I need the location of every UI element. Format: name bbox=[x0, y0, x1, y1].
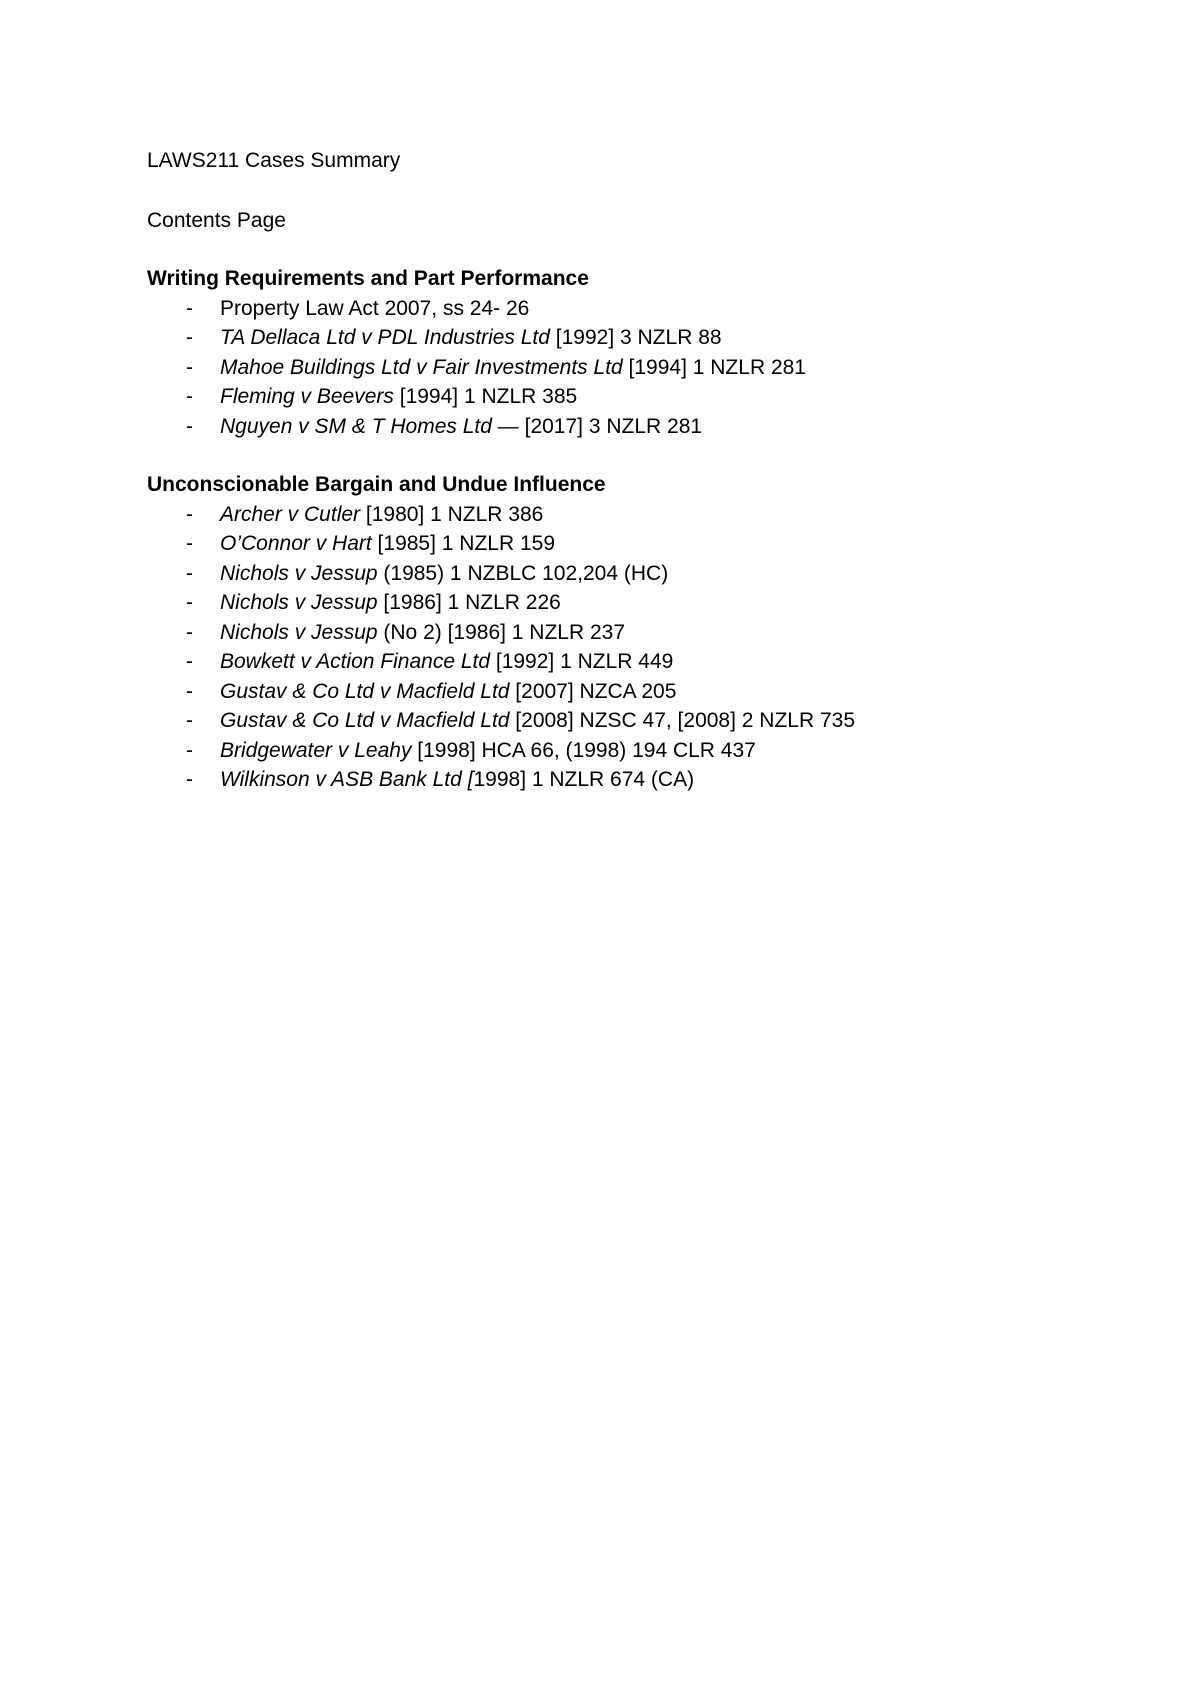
bullet-dash: - bbox=[186, 532, 193, 555]
bullet-dash: - bbox=[186, 679, 193, 703]
case-citation: [1994] 1 NZLR 281 bbox=[622, 355, 806, 379]
bullet-dash: - bbox=[186, 355, 193, 379]
document-page bbox=[147, 146, 1147, 795]
case-name: Bridgewater v Leahy bbox=[220, 738, 412, 762]
case-name: Gustav & Co Ltd v Macfield Ltd bbox=[220, 709, 510, 732]
section-writing-requirements bbox=[147, 264, 1147, 441]
list-item bbox=[147, 618, 1147, 648]
bullet-dash: - bbox=[186, 561, 193, 585]
list-item bbox=[147, 323, 1147, 353]
case-name: Mahoe Buildings Ltd v Fair Investments Ltd bbox=[220, 355, 623, 379]
list-item bbox=[147, 706, 1147, 736]
bullet-dash: - bbox=[186, 591, 193, 614]
bullet-dash: - bbox=[186, 502, 193, 526]
case-citation: [2008] NZSC 47, [2008] 2 NZLR 735 bbox=[509, 709, 855, 732]
case-citation: — [2017] 3 NZLR 281 bbox=[491, 414, 703, 438]
case-citation: 1998] 1 NZLR 674 (CA) bbox=[473, 768, 695, 791]
case-citation: [1986] 1 NZLR 226 bbox=[377, 591, 561, 614]
case-name: O’Connor v Hart bbox=[220, 532, 372, 555]
case-name: Gustav & Co Ltd v Macfield Ltd bbox=[220, 679, 510, 703]
case-list bbox=[147, 294, 1147, 442]
bullet-dash: - bbox=[186, 414, 193, 438]
case-citation: [1992] 1 NZLR 449 bbox=[490, 650, 674, 673]
list-item bbox=[147, 382, 1147, 412]
case-citation: (1985) 1 NZBLC 102,204 (HC) bbox=[377, 561, 669, 585]
contents-heading: Contents Page bbox=[147, 208, 286, 232]
section-heading: Writing Requirements and Part Performance bbox=[147, 267, 589, 290]
case-citation: [1992] 3 NZLR 88 bbox=[549, 326, 722, 349]
case-citation: [1980] 1 NZLR 386 bbox=[360, 502, 544, 526]
case-name: Nguyen v SM & T Homes Ltd bbox=[220, 414, 492, 438]
case-citation: (No 2) [1986] 1 NZLR 237 bbox=[377, 620, 626, 644]
list-item bbox=[147, 588, 1147, 618]
bullet-dash: - bbox=[186, 620, 193, 644]
list-item bbox=[147, 736, 1147, 766]
case-list bbox=[147, 500, 1147, 795]
section-unconscionable-bargain bbox=[147, 470, 1147, 795]
case-citation: [1985] 1 NZLR 159 bbox=[371, 532, 555, 555]
section-heading: Unconscionable Bargain and Undue Influence bbox=[147, 473, 606, 496]
list-item bbox=[147, 765, 1147, 795]
list-item bbox=[147, 647, 1147, 677]
list-item bbox=[147, 500, 1147, 530]
case-name: Fleming v Beevers bbox=[220, 385, 394, 408]
bullet-dash: - bbox=[186, 738, 193, 762]
case-name: TA Dellaca Ltd v PDL Industries Ltd bbox=[220, 326, 550, 349]
case-citation: Property Law Act 2007, ss 24- 26 bbox=[220, 296, 530, 320]
bullet-dash: - bbox=[186, 650, 193, 673]
bullet-dash: - bbox=[186, 326, 193, 349]
list-item bbox=[147, 529, 1147, 559]
bullet-dash: - bbox=[186, 296, 193, 320]
bullet-dash: - bbox=[186, 768, 193, 791]
case-name: Nichols v Jessup bbox=[220, 620, 378, 644]
case-name: Wilkinson v ASB Bank Ltd [ bbox=[220, 768, 474, 791]
case-name: Bowkett v Action Finance Ltd bbox=[220, 650, 491, 673]
list-item bbox=[147, 412, 1147, 442]
case-name: Archer v Cutler bbox=[220, 502, 361, 526]
bullet-dash: - bbox=[186, 709, 193, 732]
document-title: LAWS211 Cases Summary bbox=[147, 149, 401, 172]
case-citation: [2007] NZCA 205 bbox=[509, 679, 677, 703]
bullet-dash: - bbox=[186, 385, 193, 408]
case-name: Nichols v Jessup bbox=[220, 591, 378, 614]
list-item bbox=[147, 559, 1147, 589]
case-citation: [1998] HCA 66, (1998) 194 CLR 437 bbox=[411, 738, 756, 762]
list-item bbox=[147, 294, 1147, 324]
case-citation: [1994] 1 NZLR 385 bbox=[393, 385, 578, 408]
case-name: Nichols v Jessup bbox=[220, 561, 378, 585]
list-item bbox=[147, 353, 1147, 383]
list-item bbox=[147, 677, 1147, 707]
